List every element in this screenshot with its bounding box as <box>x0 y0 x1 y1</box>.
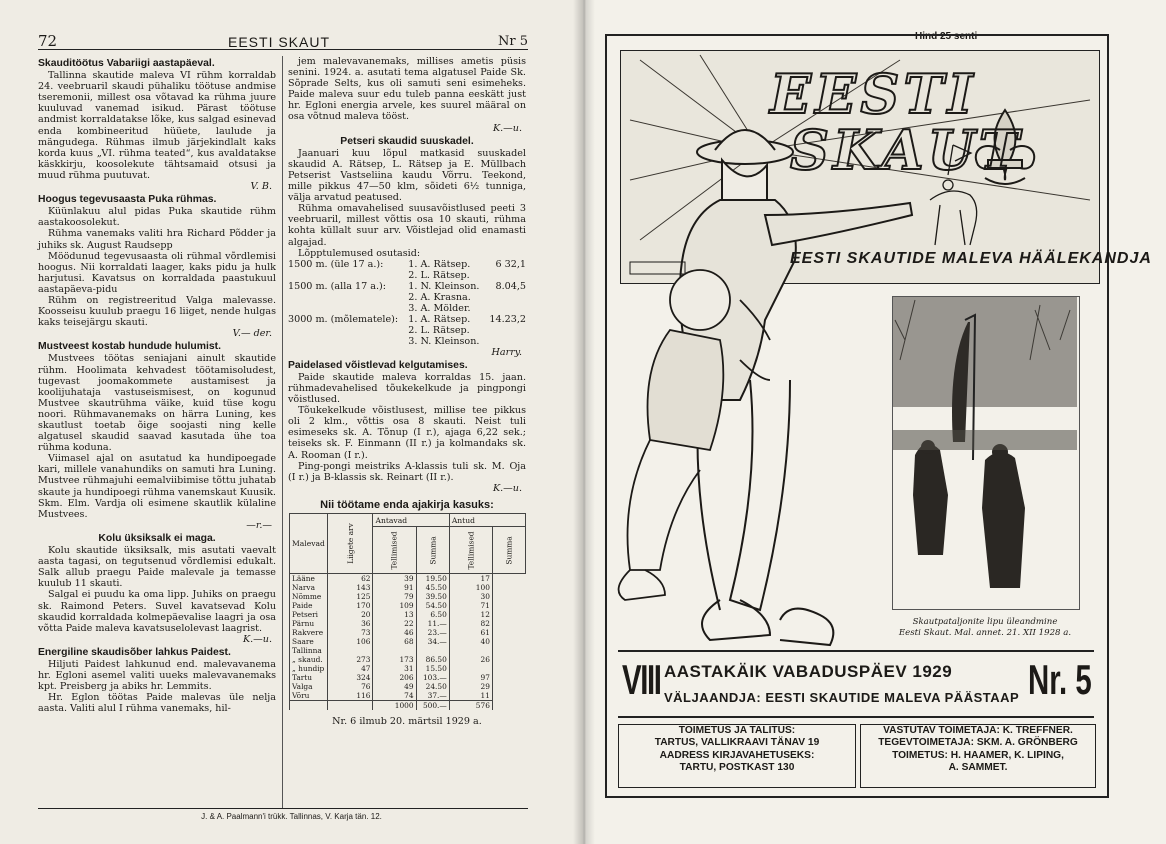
article-paragraph: Kolu skautide üksiksalk, mis asutati vaevalt aasta tagasi, on tegutsenud võrdlemisi edukalt. Salk allub praegu Paide malevale ja temasse kuulub 11 skauti. <box>38 545 276 590</box>
article-signature: V.— der. <box>232 328 272 340</box>
col-header-summa-1: Summa <box>416 527 449 574</box>
table-cell-name: Rakvere <box>290 628 328 637</box>
table-cell-value: 31 <box>373 664 416 673</box>
result-place: 1. N. Kleinson. <box>408 280 480 292</box>
editor-box <box>860 724 1096 788</box>
col-header-tellimised-1: Tellimised <box>373 527 416 574</box>
result-place: 1. A. Rätsep. <box>408 313 471 325</box>
table-cell-name: „ skaud. <box>290 655 328 664</box>
article-paragraph: Möödunud tegevusaasta oli rühmal võrdlemisi hoogus. Nii korraldati laager, kaks pidu ja hulk harjutusi. Kavatsus on korraldada paastukuul aastapäeva-pidu <box>38 250 276 295</box>
table-cell-value: 73 <box>327 628 373 637</box>
price-label: Hind 25 senti <box>915 31 978 42</box>
article-title: Paidelased võistlevad kelgutamises. <box>288 359 468 371</box>
table-cell-value: 100 <box>449 583 492 592</box>
office-line: TOIMETUS JA TALITUS: <box>678 725 796 736</box>
table-cell-value: 49 <box>373 682 416 691</box>
table-cell-value: 91 <box>373 583 416 592</box>
table-cell-name: Saare <box>290 637 328 646</box>
article-paragraph: Mustvees töötas seniajani ainult skautide rühm. Hoolimata kehvadest töötamisoludest, tugevast joomakommete austamisest ja koolijuhataja vastuseismisest, on kogunud Mustvee skautrühma väike, kuid tüse kogu noori. Rühmavanemaks on härra Luning, kes skautlust toetab õige soojasti ning kelle algatusel skaudid saavad kasutada ühe toa rühma koduna. <box>38 353 276 454</box>
table-cell-value: 71 <box>449 601 492 610</box>
table-cell-name: Võru <box>290 691 328 701</box>
table-cell-value: 22 <box>373 619 416 628</box>
article-paragraph: Viimasel ajal on asutatud ka hundipoegade kari, millele vanahundiks on samuti hra Luning. Mustvee rühmajuhi eemalviibimise tõttu juhatab skaute ja hundipoegi rühma vanemskaut Kuusik. Skm. Elm. Vardja oli esimene skautlik külaline Mustvees. <box>38 453 276 520</box>
article-title: Energiline skaudisõber lahkus Paidest. <box>38 646 231 658</box>
table-cell-name: Lääne <box>290 574 328 584</box>
table-cell-value: 170 <box>327 601 373 610</box>
col-header-summa-2: Summa <box>492 527 525 574</box>
article-signature: K.—u. <box>492 122 522 134</box>
article-title: Kolu üksiksalk ei maga. <box>98 532 216 544</box>
table-cell-value: 20 <box>327 610 373 619</box>
table-cell-value: 82 <box>449 619 492 628</box>
editor-line: A. SAMMET. <box>948 762 1008 774</box>
result-time: 14.23,2 <box>489 313 526 325</box>
result-class: 1500 m. (üle 17 a.): <box>288 258 384 270</box>
article-signature: Harry. <box>491 346 522 358</box>
issue-big: Nr. 5 <box>1028 656 1092 703</box>
result-class: 1500 m. (alla 17 a.): <box>288 280 387 292</box>
table-cell-name: Tallinna <box>290 646 328 655</box>
table-total-cell: 1000 <box>373 701 416 711</box>
table-cell-value: 74 <box>373 691 416 701</box>
table-cell-value: 24.50 <box>416 682 449 691</box>
table-cell-value: 76 <box>327 682 373 691</box>
table-total-cell: 500.— <box>416 701 449 711</box>
table-cell-value: 26 <box>449 655 492 664</box>
masthead-line-2: VÄLJAANDJA: EESTI SKAUTIDE MALEVA PÄÄSTAAP <box>664 690 1020 705</box>
article-paragraph: Ping-pongi meistriks A-klassis tuli sk. M. Oja (I r.) ja B-klassis sk. Reinart (II r.). <box>288 460 526 483</box>
article-paragraph: Lõpptulemused osutasid: <box>298 247 421 259</box>
article-paragraph: Rühm on registreeritud Valga malevasse. Koosseisu kuulub praegu 16 liiget, nende hulgas kaks teisejärgu skauti. <box>38 294 276 329</box>
page-number: 72 <box>38 32 58 50</box>
table-cell-name: Narva <box>290 583 328 592</box>
table-cell-value: 273 <box>327 655 373 664</box>
table-cell-value: 37.— <box>416 691 449 701</box>
article-signature: K.—u. <box>492 482 522 494</box>
table-cell-name: „ hundip <box>290 664 328 673</box>
table-cell-value: 12 <box>449 610 492 619</box>
logo-eesti: EESTI <box>770 62 977 126</box>
table-total-cell: 576 <box>449 701 492 711</box>
table-cell-value: 62 <box>327 574 373 584</box>
volume-roman: VIII <box>622 656 661 703</box>
article-paragraph: Jaanuari kuu lõpul matkasid suuskadel skaudid A. Rätsep, L. Rätsep ja E. Müllbach Petserist Vastseliina kaudu Võrru. Teekond, mille pikkus 47—50 klm, sõideti 6½ tunniga, välja arvatud peatused. <box>288 147 526 204</box>
flag-ceremony-photo <box>892 296 1080 610</box>
editor-line: TOIMETUS: H. HAAMER, K. LIPING, <box>892 749 1064 761</box>
table-cell-value: 45.50 <box>416 583 449 592</box>
table-cell-value: 11 <box>449 691 492 701</box>
article-paragraph: Küünlakuu alul pidas Puka skautide rühm aastakoosolekut. <box>38 206 276 229</box>
result-class: 3000 m. (mõlematele): <box>288 313 399 325</box>
col-header-malevad: Malevad <box>290 514 328 574</box>
table-cell-value: 39 <box>373 574 416 584</box>
table-cell-value: 116 <box>327 691 373 701</box>
table-cell-value: 68 <box>373 637 416 646</box>
photo-caption <box>892 617 1078 639</box>
article-paragraph: jem malevavanemaks, millises ametis püsis senini. 1924. a. asutati tema algatusel Paide Sk. Sõprade Selts, kus oli samuti seni esimeheks. Paide maleva suur edu tuleb panna eeskätt just hr. Egloni energia arvele, kes suurel määral on osa võtnud maleva tööst. <box>288 56 526 123</box>
office-box <box>618 724 856 788</box>
table-cell-value: 109 <box>373 601 416 610</box>
result-place: 3. N. Kleinson. <box>408 335 480 347</box>
next-issue-note: Nr. 6 ilmub 20. märtsil 1929 a. <box>332 716 482 727</box>
article-title: Mustveest kostab hundude hulumist. <box>38 341 222 353</box>
table-cell-value: 206 <box>373 673 416 682</box>
table-cell-name: Nõmme <box>290 592 328 601</box>
article-paragraph: Rühma omavahelised suusavõistlused peeti 3 veebruaril, millest võttis osa 10 skauti, rühma kohta küllalt suur arv. Võistlejad olid enamasti algajad. <box>288 203 526 248</box>
editor-line: TEGEVTOIMETAJA: SKM. A. GRÖNBERG <box>878 737 1078 749</box>
table-cell-value: 15.50 <box>416 664 449 673</box>
photo-caption-line-2: Eesti Skaut. Mal. annet. 21. XII 1928 a. <box>898 628 1072 638</box>
result-place: 2. L. Rätsep. <box>408 324 470 336</box>
col-header-liigete: Liigete arv <box>327 514 373 574</box>
table-cell-value: 6.50 <box>416 610 449 619</box>
result-time: 8.04,5 <box>495 280 526 292</box>
table-cell-value: 173 <box>373 655 416 664</box>
table-cell-value: 17 <box>449 574 492 584</box>
article-paragraph: Hr. Eglon töötas Paide malevas üle nelja aasta. Valiti alul I rühma vanemaks, hil- <box>38 692 276 715</box>
table-cell-name: Valga <box>290 682 328 691</box>
table-cell-value: 34.— <box>416 637 449 646</box>
office-line: TARTU, POSTKAST 130 <box>679 762 795 774</box>
article-paragraph: Tallinna skautide maleva VI rühm korraldab 24. veebruaril skaudi pühaliku töötuse andmise tseremonii, millest osa võtavad ka rühma juure kuuluvad vanemad isikud. Pärast töötuse andmist korraldatakse lõke, kus salgad esinevad enda kombineeritud hüüete, laulude ja mängudega. Rühmas ilmub järjekindlalt kaks korda kuus „VI. rühma teated“, kus avaldatakse käskkirju, koosolekute tähtsamaid otsusi ja muud rühma puutuvat. <box>38 70 276 181</box>
article-paragraph: Rühma vanemaks valiti hra Richard Põdder ja juhiks sk. August Raudsepp <box>38 228 276 251</box>
office-line: TARTUS, VALLIKRAAVI TÄNAV 19 <box>654 737 820 749</box>
table-cell-name: Paide <box>290 601 328 610</box>
table-cell-name: Petseri <box>290 610 328 619</box>
article-paragraph: Hiljuti Paidest lahkunud end. malevavanema hr. Egloni asemel valiti uueks malevavanemaks kpt. Preisberg ja abiks hr. Lemmits. <box>38 658 276 693</box>
table-cell-value: 39.50 <box>416 592 449 601</box>
table-cell-value: 97 <box>449 673 492 682</box>
table-cell-value: 125 <box>327 592 373 601</box>
table-cell-value: 143 <box>327 583 373 592</box>
article-title: Hoogus tegevusaasta Puka rühmas. <box>38 194 217 206</box>
table-cell-value: 324 <box>327 673 373 682</box>
col-header-tellimised-2: Tellimised <box>449 527 492 574</box>
table-cell-value: 103.— <box>416 673 449 682</box>
table-cell-value: 19.50 <box>416 574 449 584</box>
office-line: AADRESS KIRJAVAHETUSEKS: <box>659 749 815 761</box>
result-time: 6 32,1 <box>495 258 526 270</box>
table-cell-value: 23.— <box>416 628 449 637</box>
article-paragraph: Salgal ei puudu ka oma lipp. Juhiks on praegu sk. Raimond Peters. Suvel kavatsevad Kolu skaudid korraldada kolmepäevalise laagri ja osa võtta Paide maleva kavatsuselolevast laagrist. <box>38 589 276 634</box>
masthead-banner: EESTI SKAUTIDE MALEVA HÄÄLEKANDJA <box>790 250 1152 267</box>
issue-number: Nr 5 <box>498 34 528 49</box>
table-cell-value: 54.50 <box>416 601 449 610</box>
table-cell-value: 40 <box>449 637 492 646</box>
printer-imprint: J. & A. Paalmann'i trükk. Tallinnas, V. Karja tän. 12. <box>201 812 382 821</box>
col-header-antavad: Antavad <box>373 514 449 527</box>
table-cell-value: 30 <box>449 592 492 601</box>
article-signature: K.—u. <box>242 633 272 645</box>
article-paragraph: Paide skautide maleva korraldas 15. jaan. rühmadevahelised tõukekelkude ja pingpongi võistlused. <box>288 371 526 406</box>
table-cell-value: 61 <box>449 628 492 637</box>
table-cell-value: 29 <box>449 682 492 691</box>
col-header-antud: Antud <box>449 514 525 527</box>
running-title: EESTI SKAUT <box>228 34 331 50</box>
table-cell-value: 79 <box>373 592 416 601</box>
article-paragraph: Tõukekelkude võistlusest, millise tee pikkus oli 2 klm., võttis osa 8 skauti. Neist tuli esimeseks sk. A. Tõnup (I r.), ajaga 6,22 sek.; teiseks sk. F. Einmann (II r.) ja kolmandaks sk. A. Rooman (I r.). <box>288 405 526 461</box>
table-cell-value: 13 <box>373 610 416 619</box>
logo-skaut: SKAUT <box>790 118 1023 182</box>
article-title: Petseri skaudid suuskadel. <box>340 135 474 147</box>
table-cell-name: Tartu <box>290 673 328 682</box>
masthead-rule-bottom <box>618 716 1094 718</box>
table-cell-value: 11.— <box>416 619 449 628</box>
subscription-table-title: Nii töötame enda ajakirja kasuks: <box>320 498 494 511</box>
result-place: 3. A. Mölder. <box>408 302 471 314</box>
result-place: 2. A. Krasna. <box>408 291 471 303</box>
article-title: Skauditöötus Vabariigi aastapäeval. <box>38 58 215 69</box>
table-cell-value: 47 <box>327 664 373 673</box>
article-signature: V. B. <box>250 181 272 193</box>
editor-line: VASTUTAV TOIMETAJA: K. TREFFNER. <box>883 725 1073 736</box>
masthead-rule-top <box>618 650 1094 652</box>
photo-caption-line-1: Skautpataljonite lipu üleandmine <box>912 617 1058 627</box>
table-cell-value: 36 <box>327 619 373 628</box>
table-cell-value: 86.50 <box>416 655 449 664</box>
article-signature: —r.— <box>246 519 272 531</box>
result-place: 2. L. Rätsep. <box>408 269 470 281</box>
masthead-line-1: AASTAKÄIK VABADUSPÄEV 1929 <box>664 662 953 681</box>
table-cell-value: 106 <box>327 637 373 646</box>
result-place: 1. A. Rätsep. <box>408 258 471 270</box>
table-cell-name: Pärnu <box>290 619 328 628</box>
table-cell-value: 46 <box>373 628 416 637</box>
